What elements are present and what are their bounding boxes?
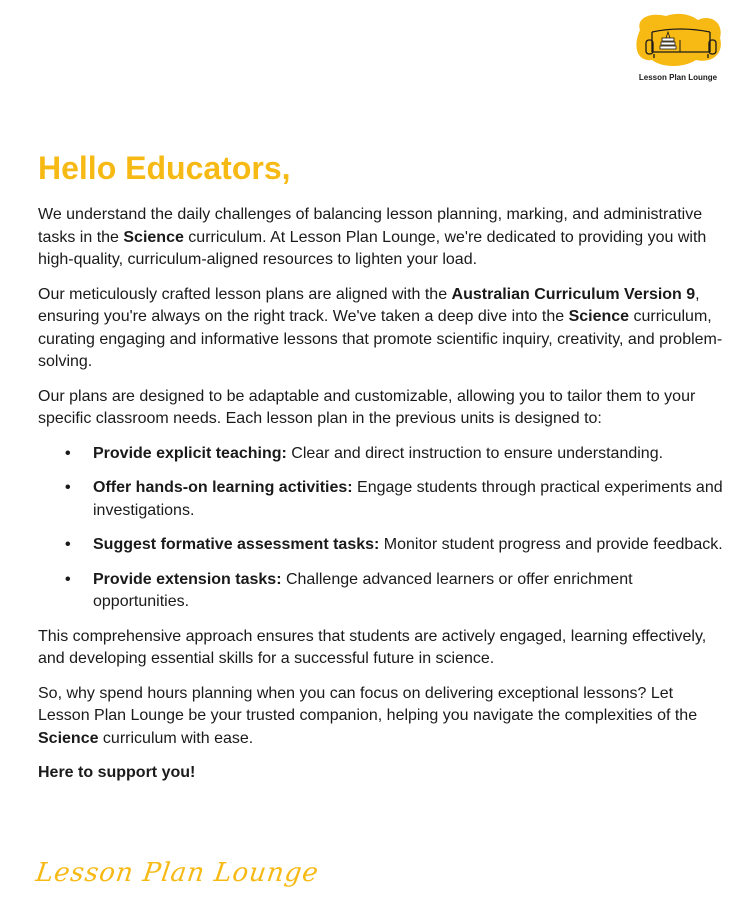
list-item: • Provide extension tasks: Challenge advanced learners or offer enrichment opportunities. bbox=[93, 569, 726, 614]
letter-body bbox=[38, 204, 726, 785]
approach-paragraph: This comprehensive approach ensures that students are actively engaged, learning effectively, and developing essential skills for a successful future in science. bbox=[38, 627, 707, 667]
intro-paragraph: We understand the daily challenges of balancing lesson planning, marking, and administrative tasks in the Science curriculum. At Lesson Plan Lounge, we're dedicated to providing you with high-quality, curriculum-aligned resources to lighten your load. bbox=[38, 206, 707, 268]
curriculum-paragraph: Our meticulously crafted lesson plans are aligned with the Australian Curriculum Version 9, ensuring you're always on the right track. We've taken a deep dive into the Science curriculum, curating engaging and informative lessons that promote scientific inquiry, creativity, and problem-solving. bbox=[38, 285, 723, 370]
brand-signature: Lesson Plan Lounge bbox=[33, 858, 321, 888]
list-item: • Provide explicit teaching: Clear and direct instruction to ensure understanding. bbox=[93, 443, 726, 466]
list-item: • Offer hands-on learning activities: Engage students through practical experiments and investigations. bbox=[93, 477, 726, 522]
greeting-heading: Hello Educators, bbox=[38, 150, 291, 186]
brand-logo bbox=[630, 12, 726, 86]
list-item: • Suggest formative assessment tasks: Monitor student progress and provide feedback. bbox=[93, 534, 726, 557]
sofa-with-books-icon bbox=[632, 12, 724, 72]
companion-paragraph: So, why spend hours planning when you can focus on delivering exceptional lessons? Let Lesson Plan Lounge be your trusted companion, helping you navigate the complexities of the Science curriculum with ease. bbox=[38, 684, 698, 747]
features-list bbox=[38, 443, 726, 614]
logo-text: Lesson Plan Lounge bbox=[638, 73, 718, 82]
closing-line: Here to support you! bbox=[38, 764, 196, 781]
adaptable-paragraph: Our plans are designed to be adaptable and customizable, allowing you to tailor them to your specific classroom needs. Each lesson plan in the previous units is designed to: bbox=[38, 387, 696, 427]
